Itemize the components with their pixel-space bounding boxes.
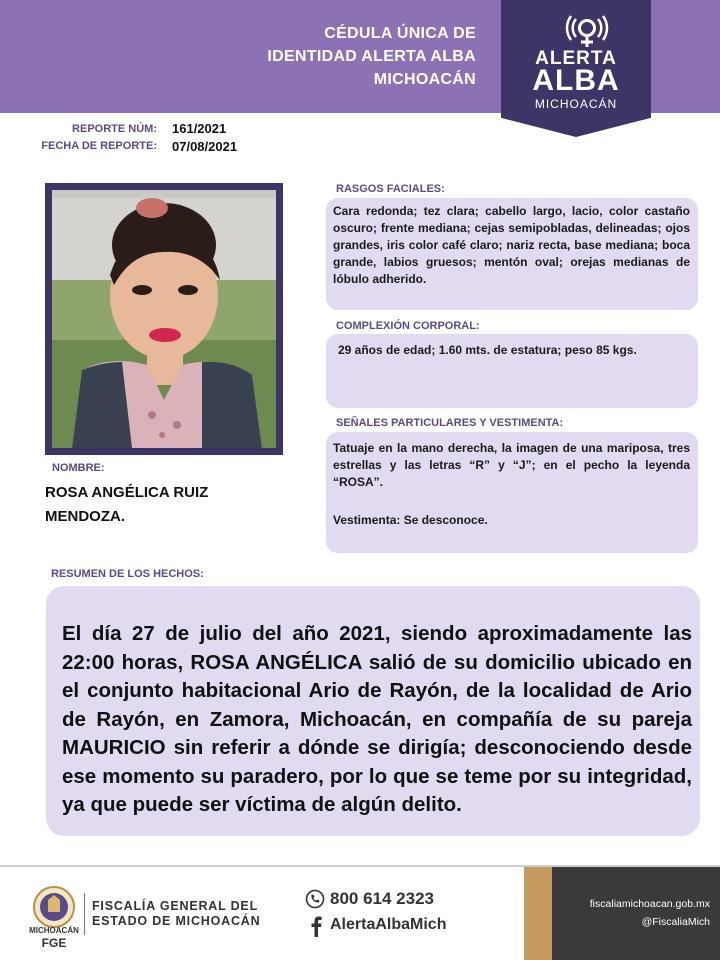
fge-acronym: FGE xyxy=(41,936,67,950)
person-photo xyxy=(52,190,276,448)
social-handle[interactable]: @FiscaliaMich xyxy=(641,916,710,928)
body-complexion-label: COMPLEXIÓN CORPORAL: xyxy=(336,320,480,332)
fge-org-name xyxy=(92,899,260,929)
fge-seal-label: MICHOACÁN xyxy=(29,926,79,935)
facial-features-text: Cara redonda; tez clara; cabello largo, lacio, color castaño oscuro; frente mediana; cejas semipobladas, delineadas; ojos grandes, iris color café claro; nariz recta, base mediana; boca grande, labios gruesos; mentón oval; orejas medianas de lóbulo adherido. xyxy=(333,204,690,286)
person-name-line-1: ROSA ANGÉLICA RUIZ xyxy=(45,484,209,501)
badge-word-michoacan: MICHOACÁN xyxy=(534,97,618,111)
clothing-text: Vestimenta: Se desconoce. xyxy=(333,513,488,527)
fge-org-line-1: FISCALÍA GENERAL DEL xyxy=(92,899,259,913)
facebook-icon xyxy=(309,915,323,937)
footer-gold-bar xyxy=(524,867,552,960)
fge-org-line-2: ESTADO DE MICHOACÁN xyxy=(92,914,261,928)
person-name-line-2: MENDOZA. xyxy=(45,508,125,525)
person-name xyxy=(45,481,285,529)
summary-text: El día 27 de julio del año 2021, siendo aproximadamente las 22:00 horas, ROSA ANGÉLICA salió de su domicilio ubicado en el conjunto habitacional Ario de Rayón, de la localidad de Ario de Rayón, en Zamora, Michoacán, en compañía de su pareja MAURICIO sin referir a dónde se dirigía; desconociendo desde ese momento su paradero, por lo que se teme por su integridad, ya que puede ser víctima de algún delito. xyxy=(62,622,692,816)
hotline-phone[interactable]: 800 614 2323 xyxy=(330,889,434,908)
badge-word-alba: ALBA xyxy=(532,64,620,97)
footer-dark-panel xyxy=(552,867,720,960)
title-line-1: CÉDULA ÚNICA DE xyxy=(324,25,476,42)
title-line-2: IDENTIDAD ALERTA ALBA xyxy=(267,48,476,65)
person-photo-illustration xyxy=(52,190,276,448)
name-label: NOMBRE: xyxy=(52,462,105,474)
report-date-label: FECHA DE REPORTE: xyxy=(41,140,157,152)
website-link[interactable]: fiscaliamichoacan.gob.mx xyxy=(589,898,710,910)
report-number-label: REPORTE NÚM: xyxy=(72,123,157,135)
fge-divider xyxy=(84,893,85,935)
report-date-value: 07/08/2021 xyxy=(172,139,238,154)
phone-icon xyxy=(305,889,325,909)
title-line-3: MICHOACÁN xyxy=(373,71,476,88)
facial-features-label: RASGOS FACIALES: xyxy=(336,183,445,195)
badge-word-alerta: ALERTA xyxy=(535,48,617,69)
report-number-value: 161/2021 xyxy=(172,121,227,136)
body-complexion-text: 29 años de edad; 1.60 mts. de estatura; peso 85 kgs. xyxy=(338,343,637,357)
facebook-handle[interactable]: AlertaAlbaMich xyxy=(330,916,447,933)
marks-text: Tatuaje en la mano derecha, la imagen de una mariposa, tres estrellas y las letras “R” y “J”; en el pecho la leyenda “ROSA”. xyxy=(333,441,690,489)
document-title xyxy=(176,22,476,91)
summary-label: RESUMEN DE LOS HECHOS: xyxy=(51,568,204,580)
marks-clothing-label: SEÑALES PARTICULARES Y VESTIMENTA: xyxy=(336,417,564,429)
